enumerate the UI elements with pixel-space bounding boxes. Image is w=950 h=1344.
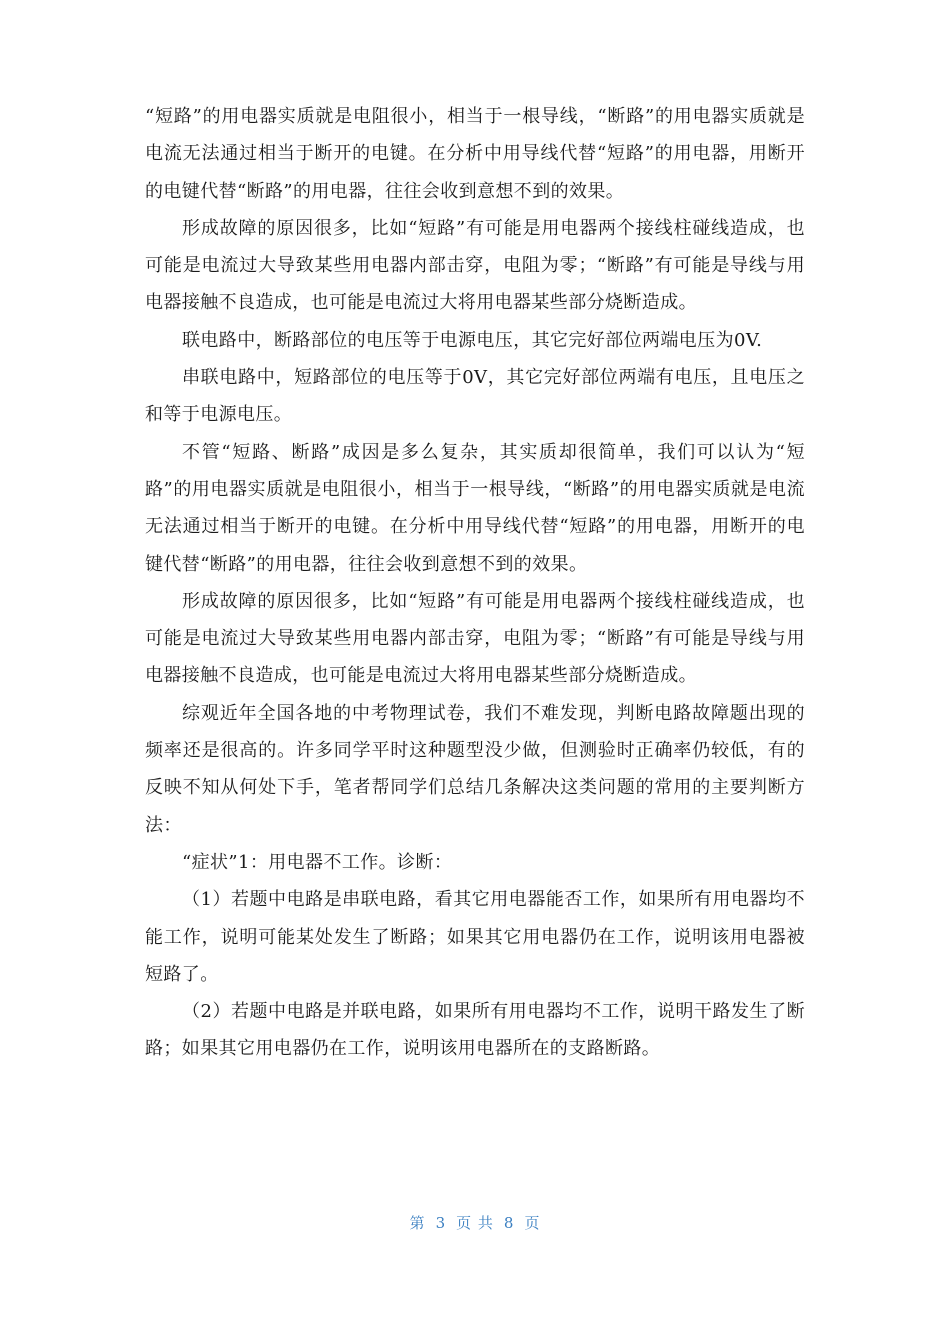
paragraph-1: “短路”的用电器实质就是电阻很小，相当于一根导线，“断路”的用电器实质就是电流无法通过相当于断开的电键。在分析中用导线代替“短路”的用电器，用断开的电键代替“断路”的用电器，往往会收到意想不到的效果。	[145, 106, 805, 202]
footer-middle: 页 共	[456, 1214, 494, 1232]
paragraph-7: 综观近年全国各地的中考物理试卷，我们不难发现，判断电路故障题出现的频率还是很高的。许多同学平时这种题型没少做，但测验时正确率仍较低，有的反映不知从何处下手，笔者帮同学们总结几条解决这类问题的常用的主要判断方法：	[145, 702, 805, 836]
paragraph-10: （2）若题中电路是并联电路，如果所有用电器均不工作，说明干路发生了断路；如果其它用电器仍在工作，说明该用电器所在的支路断路。	[145, 1001, 805, 1060]
document-body	[145, 98, 805, 1068]
paragraph-5: 不管“短路、断路”成因是多么复杂，其实质却很简单，我们可以认为“短路”的用电器实质就是电阻很小，相当于一根导线，“断路”的用电器实质就是电流无法通过相当于断开的电键。在分析中用导线代替“短路”的用电器，用断开的电键代替“断路”的用电器，往往会收到意想不到的效果。	[145, 441, 805, 575]
page-footer	[0, 1212, 950, 1233]
footer-prefix: 第	[409, 1214, 426, 1232]
paragraph-6: 形成故障的原因很多，比如“短路”有可能是用电器两个接线柱碰线造成，也可能是电流过大导致某些用电器内部击穿，电阻为零；“断路”有可能是导线与用电器接触不良造成，也可能是电流过大将用电器某些部分烧断造成。	[145, 590, 805, 687]
footer-total-pages: 8	[503, 1214, 515, 1232]
paragraph-4: 串联电路中，短路部位的电压等于0V，其它完好部位两端有电压，且电压之和等于电源电压。	[145, 367, 805, 426]
paragraph-8: “症状”1：用电器不工作。诊断：	[182, 851, 453, 873]
paragraph-2: 形成故障的原因很多，比如“短路”有可能是用电器两个接线柱碰线造成，也可能是电流过大导致某些用电器内部击穿，电阻为零；“断路”有可能是导线与用电器接触不良造成，也可能是电流过大将用电器某些部分烧断造成。	[145, 217, 805, 314]
paragraph-9: （1）若题中电路是串联电路，看其它用电器能否工作，如果所有用电器均不能工作，说明可能某处发生了断路；如果其它用电器仍在工作，说明该用电器被短路了。	[145, 889, 805, 985]
footer-current-page: 3	[435, 1214, 447, 1232]
footer-suffix: 页	[524, 1214, 541, 1232]
paragraph-3: 联电路中，断路部位的电压等于电源电压，其它完好部位两端电压为0V.	[182, 329, 763, 351]
